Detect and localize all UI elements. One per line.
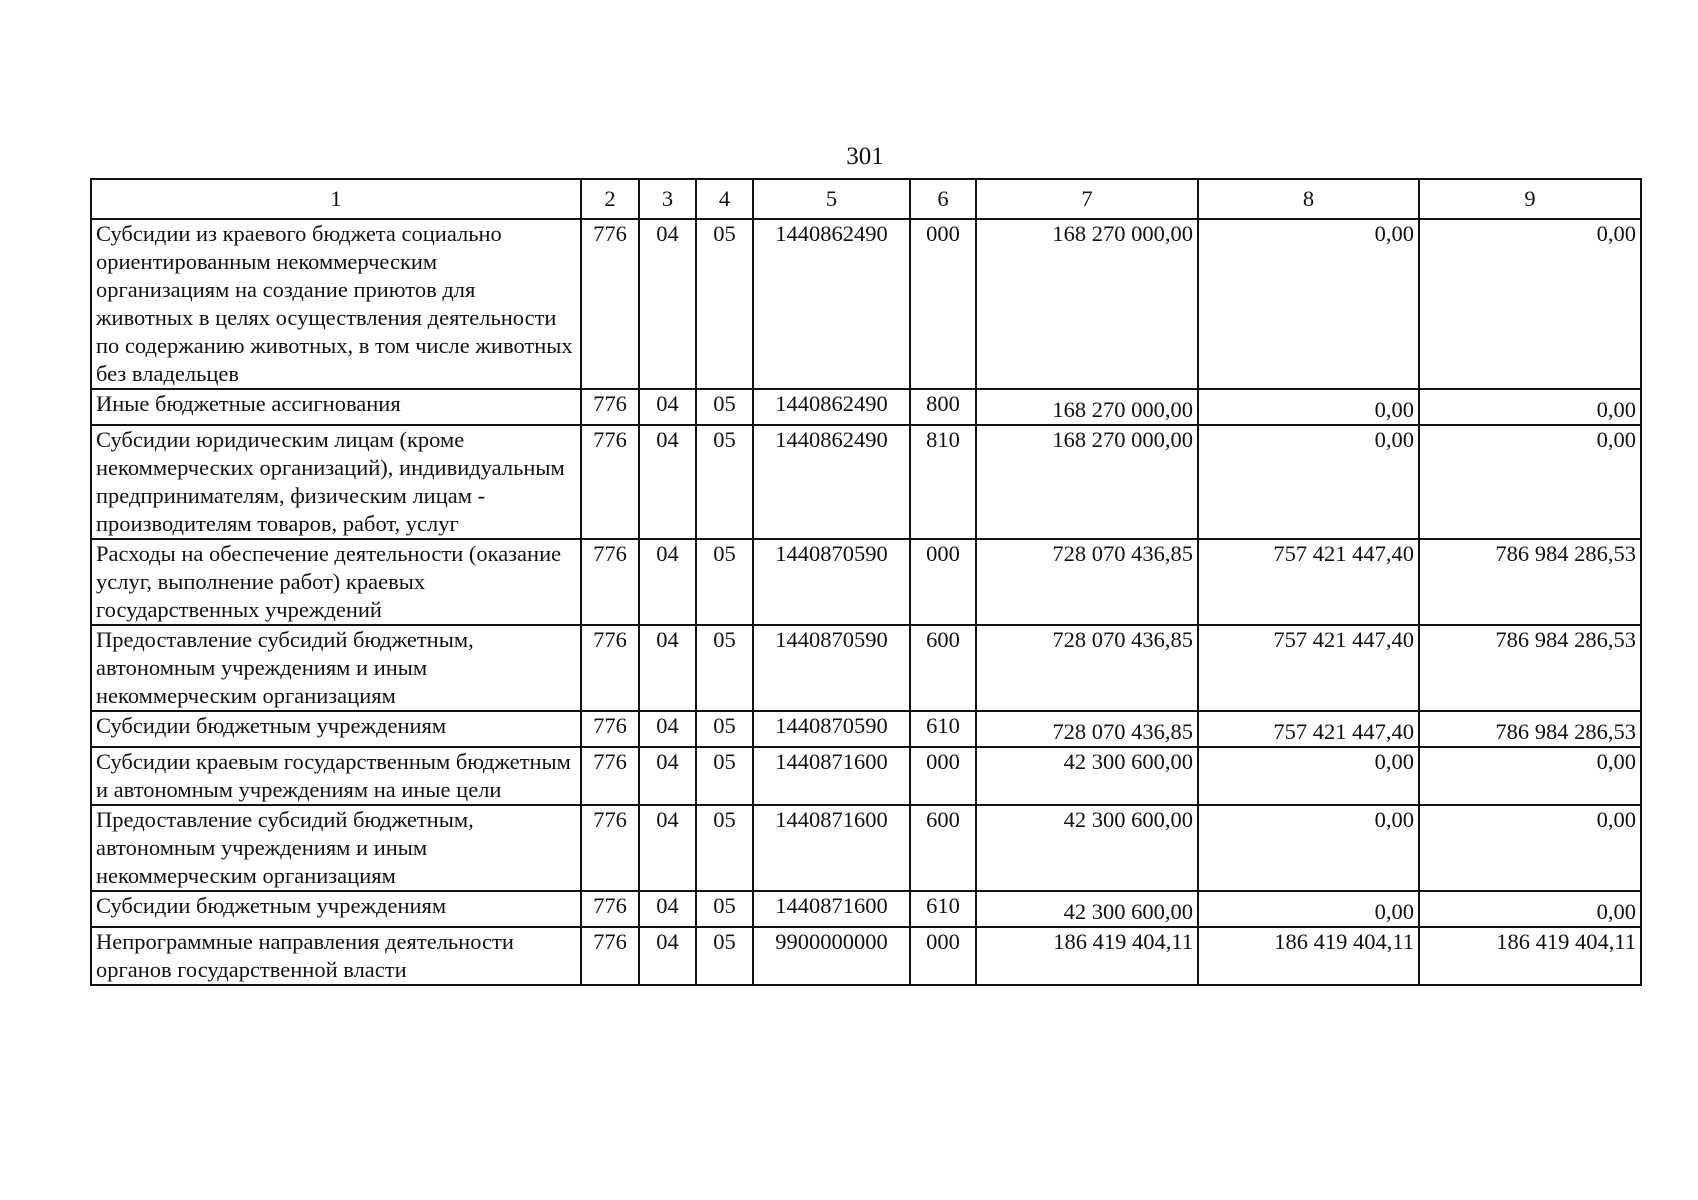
row-code-vr: 610	[910, 891, 976, 927]
row-amount-col8: 0,00	[1198, 747, 1419, 805]
table-row	[91, 425, 1641, 539]
header-cell-7: 7	[976, 179, 1198, 219]
table-row	[91, 805, 1641, 891]
row-code-rz: 04	[639, 891, 696, 927]
row-code-csr: 9900000000	[753, 927, 910, 985]
row-code-pr: 05	[696, 625, 753, 711]
row-code-rz: 04	[639, 219, 696, 389]
row-code-vr: 610	[910, 711, 976, 747]
table-row	[91, 539, 1641, 625]
table-row	[91, 219, 1641, 389]
row-code-gr: 776	[581, 539, 639, 625]
row-name-cell: Субсидии краевым государственным бюджетным и автономным учреждениям на иные цели	[91, 747, 581, 805]
row-code-pr: 05	[696, 219, 753, 389]
row-amount-col7: 728 070 436,85	[976, 539, 1198, 625]
row-amount-col9: 0,00	[1419, 219, 1641, 389]
row-code-vr: 000	[910, 927, 976, 985]
table-row	[91, 891, 1641, 927]
table-row	[91, 927, 1641, 985]
row-amount-col8: 0,00	[1198, 891, 1419, 927]
header-cell-5: 5	[753, 179, 910, 219]
row-code-vr: 000	[910, 219, 976, 389]
row-code-vr: 600	[910, 805, 976, 891]
header-cell-2: 2	[581, 179, 639, 219]
row-name-cell: Иные бюджетные ассигнования	[91, 389, 581, 425]
row-code-rz: 04	[639, 625, 696, 711]
header-row	[91, 179, 1641, 219]
row-name-cell: Субсидии юридическим лицам (кроме некоммерческих организаций), индивидуальным предпринимателям, физическим лицам - производителям товаров, работ, услуг	[91, 425, 581, 539]
row-amount-col9: 0,00	[1419, 747, 1641, 805]
row-code-pr: 05	[696, 927, 753, 985]
table-row	[91, 625, 1641, 711]
row-code-gr: 776	[581, 891, 639, 927]
row-amount-col9: 0,00	[1419, 389, 1641, 425]
header-cell-3: 3	[639, 179, 696, 219]
row-name-cell: Предоставление субсидий бюджетным, автономным учреждениям и иным некоммерческим организациям	[91, 805, 581, 891]
row-code-csr: 1440871600	[753, 747, 910, 805]
header-cell-6: 6	[910, 179, 976, 219]
row-code-rz: 04	[639, 805, 696, 891]
row-name-cell: Субсидии из краевого бюджета социально ориентированным некоммерческим организациям на создание приютов для животных в целях осуществления деятельности по содержанию животных, в том числе животных без владельцев	[91, 219, 581, 389]
row-name-cell: Субсидии бюджетным учреждениям	[91, 711, 581, 747]
row-code-pr: 05	[696, 805, 753, 891]
row-amount-col9: 786 984 286,53	[1419, 625, 1641, 711]
row-code-gr: 776	[581, 805, 639, 891]
row-amount-col8: 0,00	[1198, 219, 1419, 389]
row-code-csr: 1440870590	[753, 539, 910, 625]
row-code-vr: 600	[910, 625, 976, 711]
row-amount-col8: 186 419 404,11	[1198, 927, 1419, 985]
table-row	[91, 711, 1641, 747]
row-code-pr: 05	[696, 891, 753, 927]
row-name-cell: Субсидии бюджетным учреждениям	[91, 891, 581, 927]
row-code-csr: 1440870590	[753, 625, 910, 711]
row-code-rz: 04	[639, 425, 696, 539]
row-code-csr: 1440862490	[753, 425, 910, 539]
row-amount-col9: 186 419 404,11	[1419, 927, 1641, 985]
page-number: 301	[846, 143, 884, 170]
row-code-pr: 05	[696, 425, 753, 539]
row-amount-col7: 42 300 600,00	[976, 891, 1198, 927]
row-code-csr: 1440870590	[753, 711, 910, 747]
row-amount-col7: 168 270 000,00	[976, 219, 1198, 389]
row-code-rz: 04	[639, 711, 696, 747]
row-code-gr: 776	[581, 389, 639, 425]
table-body	[91, 219, 1641, 985]
row-name-cell: Предоставление субсидий бюджетным, автономным учреждениям и иным некоммерческим организациям	[91, 625, 581, 711]
header-cell-8: 8	[1198, 179, 1419, 219]
row-amount-col7: 42 300 600,00	[976, 805, 1198, 891]
row-code-csr: 1440871600	[753, 805, 910, 891]
row-code-gr: 776	[581, 625, 639, 711]
row-amount-col8: 0,00	[1198, 389, 1419, 425]
row-amount-col8: 0,00	[1198, 805, 1419, 891]
table-row	[91, 389, 1641, 425]
row-code-pr: 05	[696, 747, 753, 805]
row-code-rz: 04	[639, 389, 696, 425]
row-amount-col8: 757 421 447,40	[1198, 539, 1419, 625]
row-code-gr: 776	[581, 711, 639, 747]
row-amount-col8: 0,00	[1198, 425, 1419, 539]
row-name-cell: Непрограммные направления деятельности органов государственной власти	[91, 927, 581, 985]
row-code-pr: 05	[696, 711, 753, 747]
row-code-rz: 04	[639, 747, 696, 805]
row-amount-col7: 42 300 600,00	[976, 747, 1198, 805]
row-amount-col8: 757 421 447,40	[1198, 625, 1419, 711]
row-code-vr: 810	[910, 425, 976, 539]
row-code-pr: 05	[696, 539, 753, 625]
row-code-csr: 1440862490	[753, 389, 910, 425]
row-amount-col9: 786 984 286,53	[1419, 711, 1641, 747]
row-code-vr: 800	[910, 389, 976, 425]
table-row	[91, 747, 1641, 805]
row-code-rz: 04	[639, 539, 696, 625]
row-code-vr: 000	[910, 747, 976, 805]
row-code-gr: 776	[581, 927, 639, 985]
row-code-gr: 776	[581, 219, 639, 389]
row-amount-col9: 0,00	[1419, 805, 1641, 891]
row-amount-col7: 168 270 000,00	[976, 389, 1198, 425]
row-amount-col7: 728 070 436,85	[976, 711, 1198, 747]
row-code-csr: 1440862490	[753, 219, 910, 389]
row-amount-col8: 757 421 447,40	[1198, 711, 1419, 747]
header-cell-4: 4	[696, 179, 753, 219]
row-amount-col7: 186 419 404,11	[976, 927, 1198, 985]
row-amount-col9: 0,00	[1419, 425, 1641, 539]
row-name-cell: Расходы на обеспечение деятельности (оказание услуг, выполнение работ) краевых государственных учреждений	[91, 539, 581, 625]
row-amount-col7: 168 270 000,00	[976, 425, 1198, 539]
row-code-pr: 05	[696, 389, 753, 425]
row-amount-col9: 0,00	[1419, 891, 1641, 927]
row-code-gr: 776	[581, 425, 639, 539]
row-amount-col9: 786 984 286,53	[1419, 539, 1641, 625]
header-cell-9: 9	[1419, 179, 1641, 219]
row-code-rz: 04	[639, 927, 696, 985]
header-cell-1: 1	[91, 179, 581, 219]
budget-table	[90, 178, 1642, 986]
row-amount-col7: 728 070 436,85	[976, 625, 1198, 711]
row-code-gr: 776	[581, 747, 639, 805]
row-code-vr: 000	[910, 539, 976, 625]
row-code-csr: 1440871600	[753, 891, 910, 927]
